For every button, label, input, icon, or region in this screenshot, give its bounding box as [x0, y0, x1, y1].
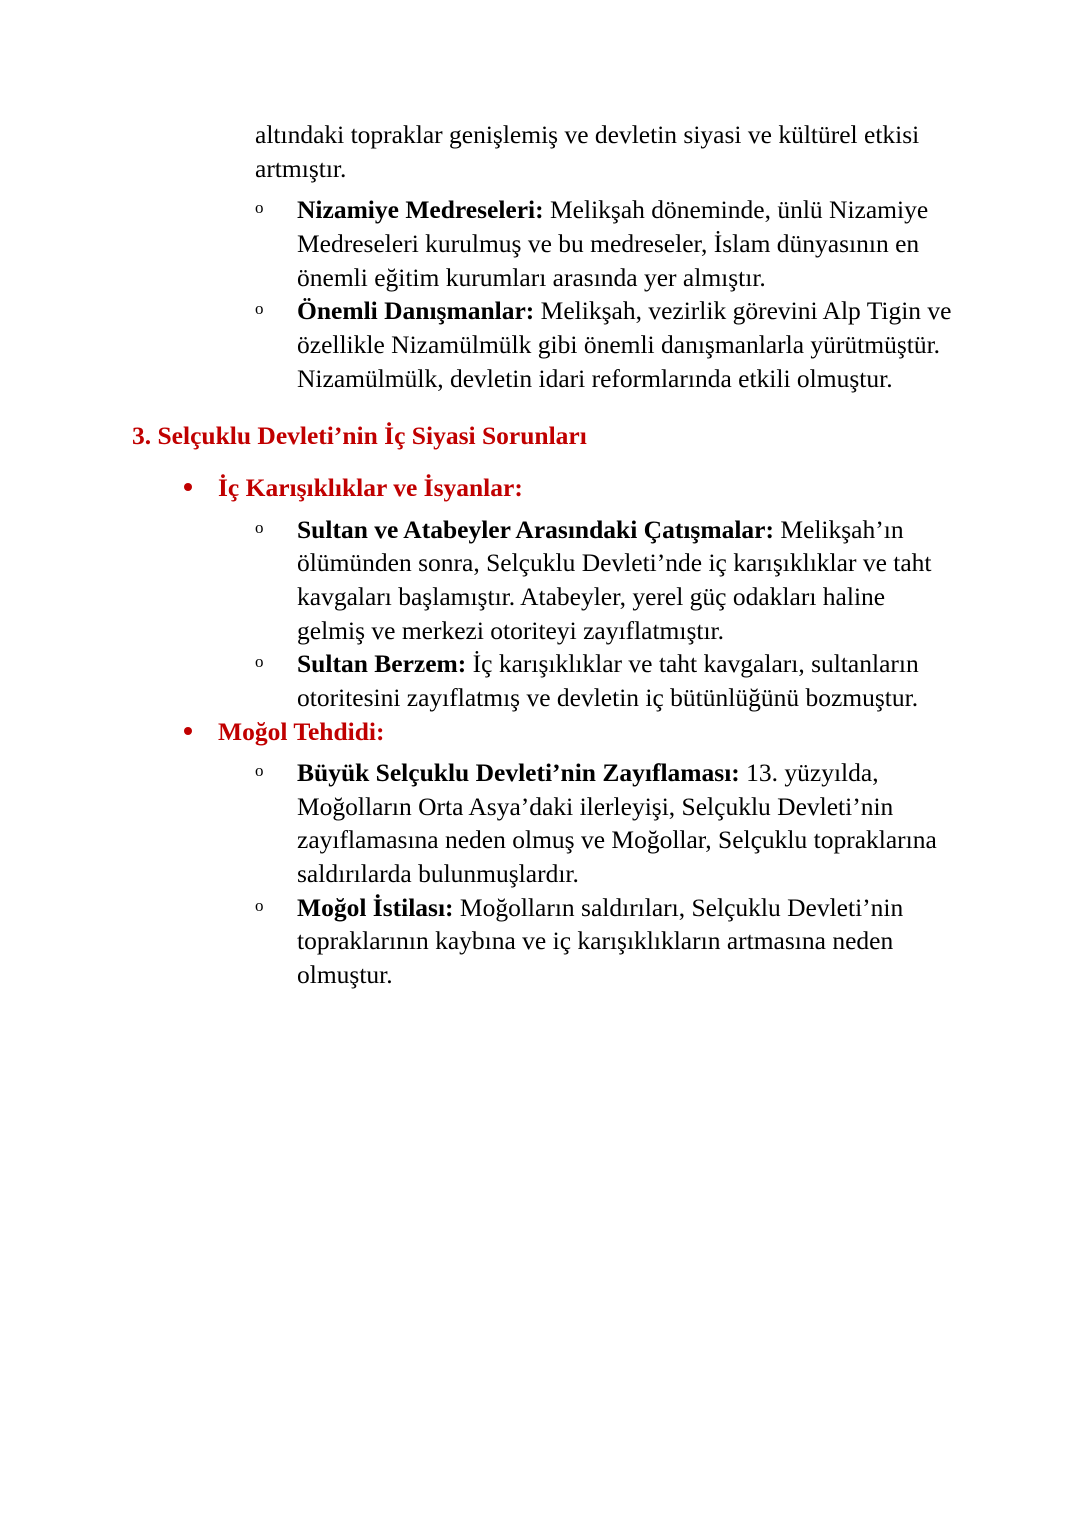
list-item-lead: Önemli Danışmanlar:	[297, 296, 535, 326]
spacer	[130, 185, 960, 193]
paragraph-continuation: altındaki topraklar genişlemiş ve devletin siyasi ve kültürel etkisi artmıştır.	[255, 120, 920, 183]
spacer	[130, 748, 960, 756]
spacer	[130, 505, 960, 513]
circle-bullet-icon: o	[255, 761, 264, 781]
list-item-lead: Nizamiye Medreseleri:	[297, 195, 544, 225]
list-item-text: Melikşah’ın ölümünden sonra, Selçuklu Devleti’nde iç karışıklıklar ve taht kavgaları başlamıştır. Atabeyler, yerel güç odakları haline gelmiş ve merkezi otoriteyi zayıflatmıştır.	[297, 514, 932, 645]
circle-bullet-icon: o	[255, 299, 264, 319]
list-item-text: 13. yüzyılda, Moğolların Orta Asya’daki ilerleyişi, Selçuklu Devleti’nin zayıflamasına neden olmuş ve Moğollar, Selçuklu topraklarına saldırılarda bulunmuşlardır.	[297, 758, 937, 889]
bullet-dot-icon	[184, 483, 192, 491]
circle-bullet-icon: o	[255, 517, 264, 537]
circle-bullet-icon: o	[255, 895, 264, 915]
list-item-lead: Sultan Berzem:	[297, 649, 467, 679]
list-item	[255, 891, 960, 992]
list-item-label: Moğol Tehdidi:	[218, 716, 385, 746]
list-item-lead: Büyük Selçuklu Devleti’nin Zayıflaması:	[297, 758, 740, 788]
list-item-text: Melikşah, vezirlik görevini Alp Tigin ve özellikle Nizamülmülk gibi önemli danışmanlarla yürütmüştür. Nizamülmülk, devletin idari reformlarında etkili olmuştur.	[297, 296, 952, 393]
circle-bullet-icon: o	[255, 198, 264, 218]
circle-bullet-icon: o	[255, 652, 264, 672]
list-item	[255, 756, 960, 891]
list-item	[255, 193, 960, 294]
list-item	[168, 471, 960, 505]
list-item-text: Melikşah döneminde, ünlü Nizamiye Medreseleri kurulmuş ve bu medreseler, İslam dünyasının en önemli eğitim kurumları arasında yer almıştır.	[297, 195, 929, 292]
list-item-text: Moğolların saldırıları, Selçuklu Devleti’nin topraklarının kaybına ve iç karışıklıkların artmasına neden olmuştur.	[297, 892, 904, 990]
list-item-text: İç karışıklıklar ve taht kavgaları, sultanların otoritesini zayıflatmış ve devletin iç bütünlüğünü bozmuştur.	[297, 649, 919, 712]
bullet-dot-icon	[184, 727, 192, 735]
list-item-lead: Moğol İstilası:	[297, 892, 454, 922]
list-item-lead: Sultan ve Atabeyler Arasındaki Çatışmalar:	[297, 514, 774, 544]
section-heading: 3. Selçuklu Devleti’nin İç Siyasi Sorunları	[132, 421, 587, 451]
list-item-label: İç Karışıklıklar ve İsyanlar:	[218, 472, 523, 502]
document-body	[130, 118, 960, 992]
list-item	[255, 647, 960, 714]
list-item	[255, 294, 960, 395]
list-item	[255, 513, 960, 648]
list-item	[168, 715, 960, 749]
